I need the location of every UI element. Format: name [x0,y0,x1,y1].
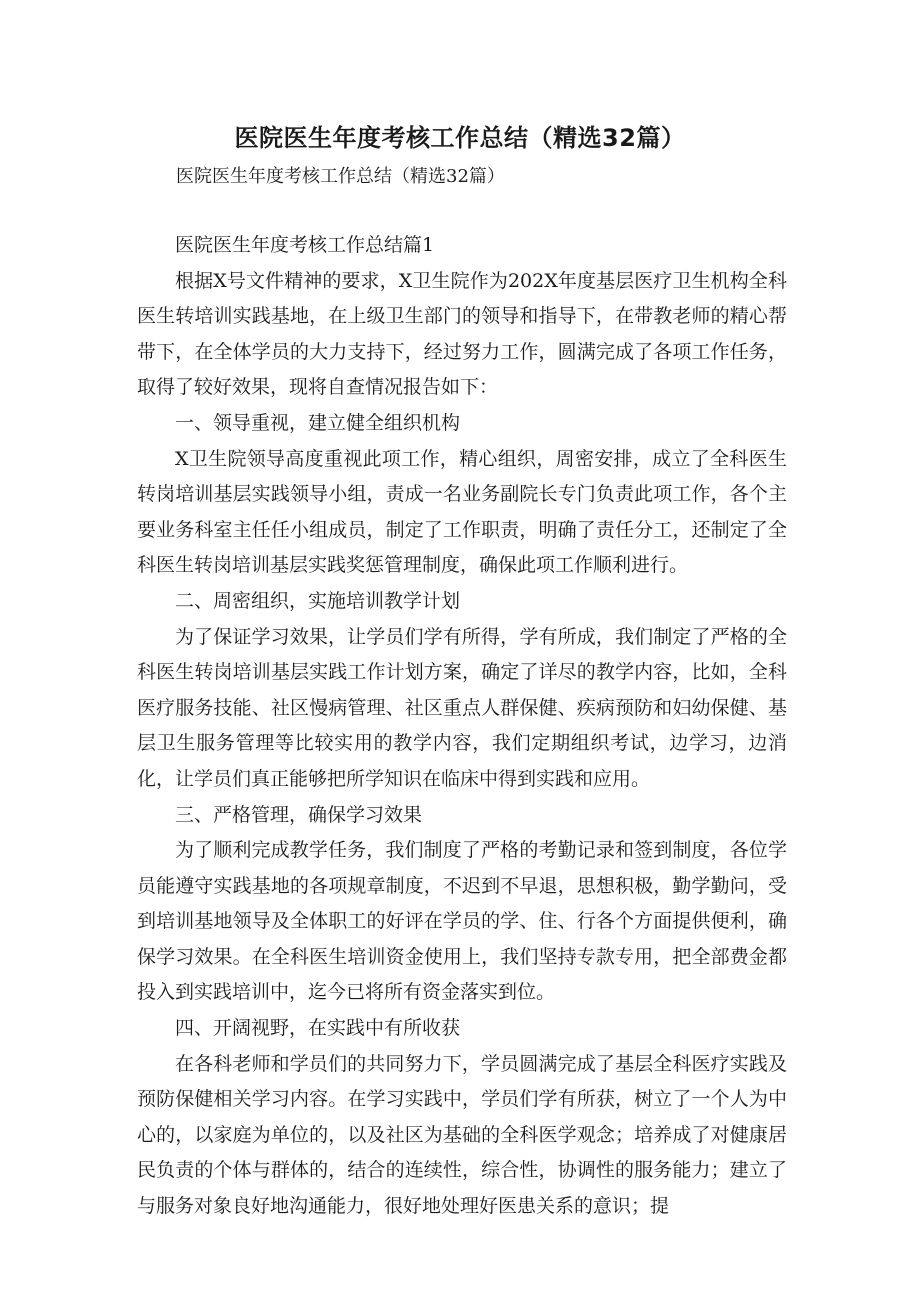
section-heading: 三、严格管理，确保学习效果 [175,803,423,826]
section-heading: 二、周密组织，实施培训教学计划 [175,589,461,612]
paragraph: X卫生院领导高度重视此项工作，精心组织，周密安排，成立了全科医生转岗培训基层实践领导小组，责成一名业务副院长专门负责此项工作，各个主要业务科室主任任小组成员，制定了工作职责，明确了责任分工，还制定了全科医生转岗培训基层实践奖惩管理制度，确保此项工作顺利进行。 [137,447,787,577]
document-title: 医院医生年度考核工作总结（精选32篇） [234,124,686,152]
paragraph: 根据X号文件精神的要求，X卫生院作为202X年度基层医疗卫生机构全科医生转培训实践基地，在上级卫生部门的领导和指导下，在带教老师的精心帮带下，在全体学员的大力支持下，经过努力工作，圆满完成了各项工作任务，取得了较好效果，现将自查情况报告如下： [137,269,787,399]
paragraph: 为了保证学习效果，让学员们学有所得，学有所成，我们制定了严格的全科医生转岗培训基层实践工作计划方案，确定了详尽的教学内容，比如，全科医疗服务技能、社区慢病管理、社区重点人群保健、疾病预防和妇幼保健、基层卫生服务管理等比较实用的教学内容，我们定期组织考试，边学习，边消化，让学员们真正能够把所学知识在临床中得到实践和应用。 [137,625,787,790]
document-subtitle: 医院医生年度考核工作总结（精选32篇） [176,166,505,187]
document-body [137,228,787,1225]
paragraph: 在各科老师和学员们的共同努力下，学员圆满完成了基层全科医疗实践及预防保健相关学习内容。在学习实践中，学员们学有所获，树立了一个人为中心的，以家庭为单位的，以及社区为基础的全科医学观念；培养成了对健康居民负责的个体与群体的，结合的连续性，综合性，协调性的服务能力；建立了与服务对象良好地沟通能力，很好地处理好医患关系的意识；提 [137,1052,787,1218]
section-title: 医院医生年度考核工作总结篇1 [175,234,435,256]
paragraph: 为了顺利完成教学任务，我们制度了严格的考勤记录和签到制度，各位学员能遵守实践基地的各项规章制度，不迟到不早退，思想积极，勤学勤问，受到培训基地领导及全体职工的好评在学员的学、住、行各个方面提供便利，确保学习效果。在全科医生培训资金使用上，我们坚持专款专用，把全部费金都投入到实践培训中，迄今已将所有资金落实到位。 [137,839,787,1004]
section-heading: 一、领导重视，建立健全组织机构 [175,411,461,434]
section-heading: 四、开阔视野，在实践中有所收获 [175,1017,461,1040]
